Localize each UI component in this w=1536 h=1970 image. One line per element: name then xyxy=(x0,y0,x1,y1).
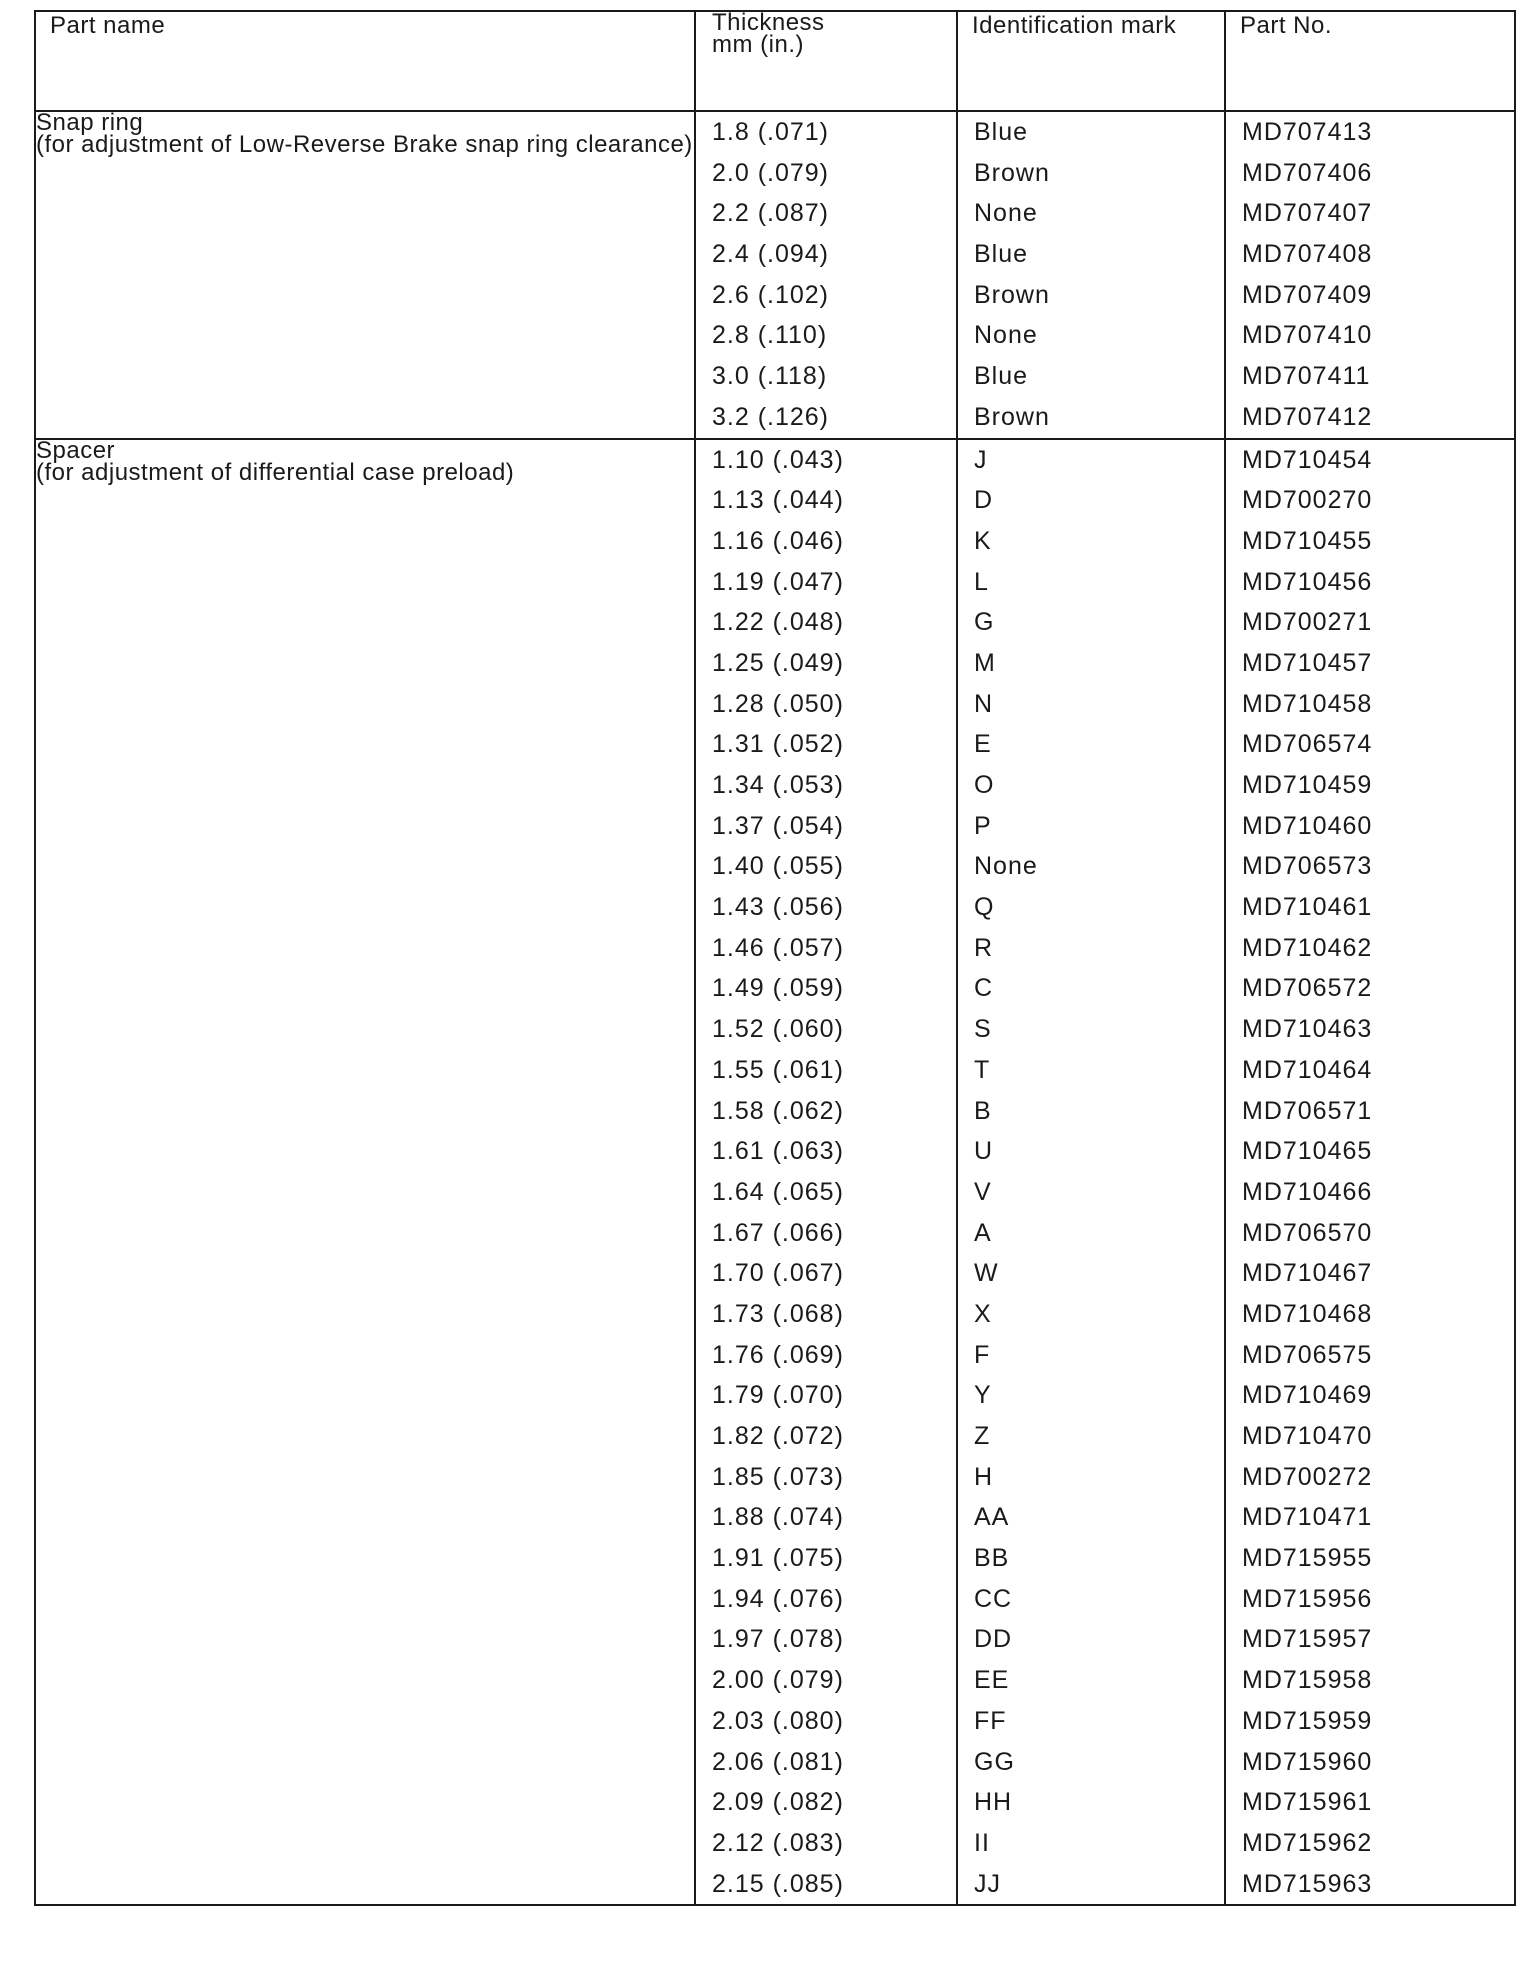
part-no-value: MD710457 xyxy=(1242,648,1373,677)
thickness-column xyxy=(695,111,957,439)
identification-mark-value: Y xyxy=(974,1381,992,1410)
part-no-value: MD707406 xyxy=(1242,158,1373,187)
part-no-value: MD710463 xyxy=(1242,1015,1373,1044)
thickness-value: 2.06 (.081) xyxy=(712,1747,844,1776)
part-no-value: MD710469 xyxy=(1242,1381,1373,1410)
identification-mark-value: Blue xyxy=(974,240,1029,269)
identification-mark-value: V xyxy=(974,1177,992,1206)
part-name-cell xyxy=(35,111,695,439)
part-no-value: MD706572 xyxy=(1242,974,1373,1003)
thickness-value: 1.61 (.063) xyxy=(712,1137,844,1166)
part-no-value: MD710464 xyxy=(1242,1055,1373,1084)
part-no-value: MD715956 xyxy=(1242,1584,1373,1613)
part-no-value: MD707412 xyxy=(1242,402,1373,431)
thickness-value: 3.0 (.118) xyxy=(712,362,828,391)
identification-mark-value: Brown xyxy=(974,280,1050,309)
thickness-value: 1.79 (.070) xyxy=(712,1381,844,1410)
thickness-value: 1.76 (.069) xyxy=(712,1340,844,1369)
identification-mark-value: HH xyxy=(974,1788,1013,1817)
thickness-value: 1.70 (.067) xyxy=(712,1259,844,1288)
part-no-value: MD706573 xyxy=(1242,852,1373,881)
group-snap-ring xyxy=(35,111,1515,439)
part-description: (for adjustment of Low-Reverse Brake snap ring clearance) xyxy=(36,131,693,158)
part-no-value: MD706574 xyxy=(1242,730,1373,759)
thickness-column xyxy=(695,439,957,1906)
thickness-value: 1.85 (.073) xyxy=(712,1462,844,1491)
identification-mark-value: Blue xyxy=(974,362,1029,391)
thickness-value: 1.64 (.065) xyxy=(712,1177,844,1206)
part-no-value: MD710468 xyxy=(1242,1299,1373,1328)
part-no-value: MD710460 xyxy=(1242,811,1373,840)
part-no-value: MD710470 xyxy=(1242,1422,1373,1450)
thickness-value: 1.25 (.049) xyxy=(712,648,844,677)
part-no-value: MD706570 xyxy=(1242,1218,1373,1247)
thickness-value: 2.4 (.094) xyxy=(712,240,830,269)
part-no-value: MD710465 xyxy=(1242,1137,1373,1166)
identification-mark-value: F xyxy=(974,1340,991,1369)
mark-column xyxy=(957,439,1225,1906)
thickness-value: 3.2 (.126) xyxy=(712,402,830,431)
part-no-value: MD715963 xyxy=(1242,1869,1373,1898)
identification-mark-value: R xyxy=(974,933,994,962)
parts-sheet xyxy=(34,10,1514,1958)
part-no-value: MD715957 xyxy=(1242,1625,1373,1654)
header-row xyxy=(35,11,1515,111)
identification-mark-value: C xyxy=(974,974,994,1003)
identification-mark-value: JJ xyxy=(974,1869,1001,1898)
identification-mark-value: U xyxy=(974,1137,994,1166)
identification-mark-value: None xyxy=(974,199,1038,228)
thickness-value: 1.91 (.075) xyxy=(712,1544,844,1573)
identification-mark-value: AA xyxy=(974,1503,1010,1532)
thickness-value: 1.19 (.047) xyxy=(712,567,844,596)
identification-mark-value: DD xyxy=(974,1625,1013,1654)
part-no-value: MD706571 xyxy=(1242,1096,1373,1125)
thickness-value: 1.94 (.076) xyxy=(712,1584,844,1613)
part-no-value: MD710458 xyxy=(1242,689,1373,718)
part-no-value: MD706575 xyxy=(1242,1340,1373,1369)
header-part-name xyxy=(35,11,695,111)
part-no-value: MD707407 xyxy=(1242,199,1373,228)
identification-mark-value: FF xyxy=(974,1706,1007,1735)
thickness-value: 1.8 (.071) xyxy=(712,118,830,146)
identification-mark-value: H xyxy=(974,1462,994,1491)
part-no-value: MD707409 xyxy=(1242,280,1373,309)
part-no-value: MD710467 xyxy=(1242,1259,1373,1288)
thickness-value: 2.00 (.079) xyxy=(712,1666,844,1695)
thickness-value: 1.88 (.074) xyxy=(712,1503,844,1532)
identification-mark-value: L xyxy=(974,567,989,596)
thickness-value: 2.8 (.110) xyxy=(712,321,828,350)
identification-mark-value: EE xyxy=(974,1666,1010,1695)
parts-table xyxy=(34,10,1516,1906)
part-no-value: MD715962 xyxy=(1242,1828,1373,1857)
part-no-column xyxy=(1225,439,1515,1906)
table-header xyxy=(35,11,1515,111)
thickness-value: 1.52 (.060) xyxy=(712,1015,844,1044)
thickness-value: 1.40 (.055) xyxy=(712,852,844,881)
part-no-value: MD710466 xyxy=(1242,1177,1373,1206)
identification-mark-value: CC xyxy=(974,1584,1013,1613)
thickness-value: 1.34 (.053) xyxy=(712,771,844,799)
table-row xyxy=(35,439,1515,1906)
identification-mark-value: W xyxy=(974,1259,999,1288)
identification-mark-value: A xyxy=(974,1218,992,1247)
header-part-name-label: Part name xyxy=(50,12,166,39)
header-part-no xyxy=(1225,11,1515,111)
thickness-value: 1.58 (.062) xyxy=(712,1096,844,1125)
part-no-value: MD700272 xyxy=(1242,1462,1373,1491)
part-no-value: MD715960 xyxy=(1242,1747,1373,1776)
part-no-value: MD707411 xyxy=(1242,362,1371,391)
header-thickness xyxy=(695,11,957,111)
thickness-value: 1.13 (.044) xyxy=(712,486,844,515)
identification-mark-value: II xyxy=(974,1828,990,1857)
table-row xyxy=(35,111,1515,439)
part-no-value: MD715959 xyxy=(1242,1706,1373,1735)
thickness-value: 1.97 (.078) xyxy=(712,1625,844,1654)
part-description: (for adjustment of differential case preload) xyxy=(36,458,515,486)
part-no-value: MD710459 xyxy=(1242,771,1373,799)
thickness-value: 1.37 (.054) xyxy=(712,811,844,840)
identification-mark-value: Z xyxy=(974,1422,991,1450)
header-identification-mark xyxy=(957,11,1225,111)
identification-mark-value: None xyxy=(974,321,1038,350)
part-no-value: MD710461 xyxy=(1242,893,1373,922)
thickness-value: 1.31 (.052) xyxy=(712,730,844,759)
identification-mark-value: S xyxy=(974,1015,992,1044)
part-no-value: MD715961 xyxy=(1242,1788,1373,1817)
part-no-value: MD710462 xyxy=(1242,933,1373,962)
identification-mark-value: N xyxy=(974,689,994,718)
identification-mark-value: Blue xyxy=(974,118,1029,146)
header-part-no-label: Part No. xyxy=(1240,12,1333,39)
identification-mark-value: D xyxy=(974,486,994,515)
identification-mark-value: T xyxy=(974,1055,991,1084)
thickness-value: 2.6 (.102) xyxy=(712,280,830,309)
header-identification-mark-label: Identification mark xyxy=(972,12,1177,39)
part-no-value: MD707413 xyxy=(1242,118,1373,146)
group-spacer xyxy=(35,436,1515,1906)
part-name: Snap ring xyxy=(36,109,144,136)
part-no-value: MD710471 xyxy=(1242,1503,1373,1532)
thickness-value: 1.22 (.048) xyxy=(712,608,844,637)
part-no-value: MD715958 xyxy=(1242,1666,1373,1695)
header-thickness-line1: Thickness xyxy=(712,9,825,36)
thickness-value: 1.67 (.066) xyxy=(712,1218,844,1247)
part-no-value: MD710455 xyxy=(1242,526,1373,555)
identification-mark-value: E xyxy=(974,730,992,759)
part-no-value: MD700270 xyxy=(1242,486,1373,515)
part-no-value: MD700271 xyxy=(1242,608,1373,637)
thickness-value: 2.03 (.080) xyxy=(712,1706,844,1735)
identification-mark-value: GG xyxy=(974,1747,1015,1776)
identification-mark-value: X xyxy=(974,1299,992,1328)
identification-mark-value: M xyxy=(974,648,996,677)
part-no-value: MD710454 xyxy=(1242,445,1373,474)
thickness-value: 2.2 (.087) xyxy=(712,199,830,228)
identification-mark-value: BB xyxy=(974,1544,1010,1573)
thickness-value: 1.82 (.072) xyxy=(712,1422,844,1450)
part-no-value: MD707410 xyxy=(1242,321,1373,350)
part-no-value: MD707408 xyxy=(1242,240,1373,269)
identification-mark-value: B xyxy=(974,1096,992,1125)
thickness-value: 2.15 (.085) xyxy=(712,1869,844,1898)
thickness-value: 2.0 (.079) xyxy=(712,158,830,187)
identification-mark-value: Brown xyxy=(974,402,1050,431)
part-name: Spacer xyxy=(36,436,116,464)
part-name-cell xyxy=(35,436,695,1906)
mark-column xyxy=(957,111,1225,439)
thickness-value: 1.49 (.059) xyxy=(712,974,844,1003)
identification-mark-value: P xyxy=(974,811,992,840)
identification-mark-value: Q xyxy=(974,893,995,922)
thickness-value: 1.16 (.046) xyxy=(712,526,844,555)
thickness-value: 2.12 (.083) xyxy=(712,1828,844,1857)
header-thickness-line2: mm (in.) xyxy=(712,31,804,58)
identification-mark-value: Brown xyxy=(974,158,1050,187)
thickness-value: 1.10 (.043) xyxy=(712,445,844,474)
identification-mark-value: K xyxy=(974,526,992,555)
identification-mark-value: None xyxy=(974,852,1038,881)
identification-mark-value: O xyxy=(974,771,995,799)
thickness-value: 1.55 (.061) xyxy=(712,1055,844,1084)
thickness-value: 1.28 (.050) xyxy=(712,689,844,718)
identification-mark-value: G xyxy=(974,608,995,637)
thickness-value: 1.43 (.056) xyxy=(712,893,844,922)
part-no-column xyxy=(1225,111,1515,439)
part-no-value: MD710456 xyxy=(1242,567,1373,596)
part-no-value: MD715955 xyxy=(1242,1544,1373,1573)
thickness-value: 1.73 (.068) xyxy=(712,1299,844,1328)
thickness-value: 1.46 (.057) xyxy=(712,933,844,962)
thickness-value: 2.09 (.082) xyxy=(712,1788,844,1817)
identification-mark-value: J xyxy=(974,445,988,474)
